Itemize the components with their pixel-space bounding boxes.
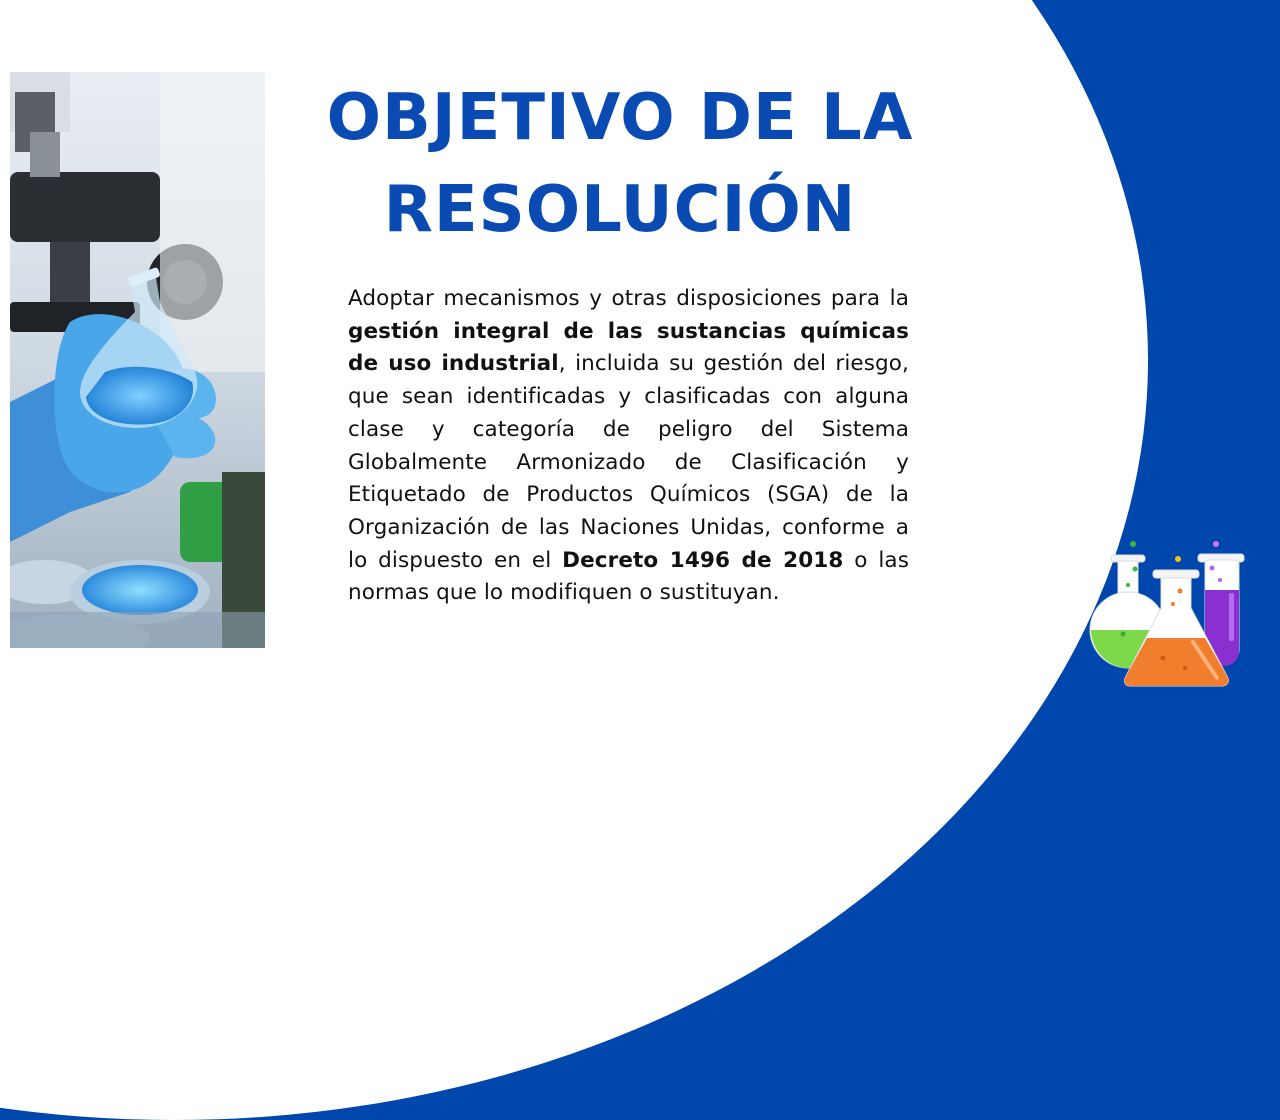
- title-line-2: RESOLUCIÓN: [383, 173, 857, 247]
- chemistry-flasks-illustration: [1085, 538, 1250, 688]
- body-bold-2: Decreto 1496 de 2018: [562, 547, 844, 573]
- body-text-1: Adoptar mecanismos y otras disposiciones para la: [348, 286, 909, 311]
- title-line-1: OBJETIVO DE LA: [326, 81, 914, 155]
- lab-photo: [10, 72, 265, 648]
- body-bold-1: gestión integral de las sustancias químicas de uso industrial: [348, 318, 909, 377]
- body-text-2: , incluida su gestión del riesgo, que sean identificadas y clasificadas con alguna clase y categoría de peligro del Sistema Globalmente Armonizado de Clasificación y Etiquetado de Productos Químicos (SGA) de la Organización de las Naciones Unidas, conforme a lo dispuesto en el: [348, 351, 909, 573]
- slide-title: [300, 72, 940, 256]
- objective-paragraph: [348, 283, 909, 610]
- body-text-3: o las normas que lo modifiquen o sustituyan.: [348, 547, 910, 606]
